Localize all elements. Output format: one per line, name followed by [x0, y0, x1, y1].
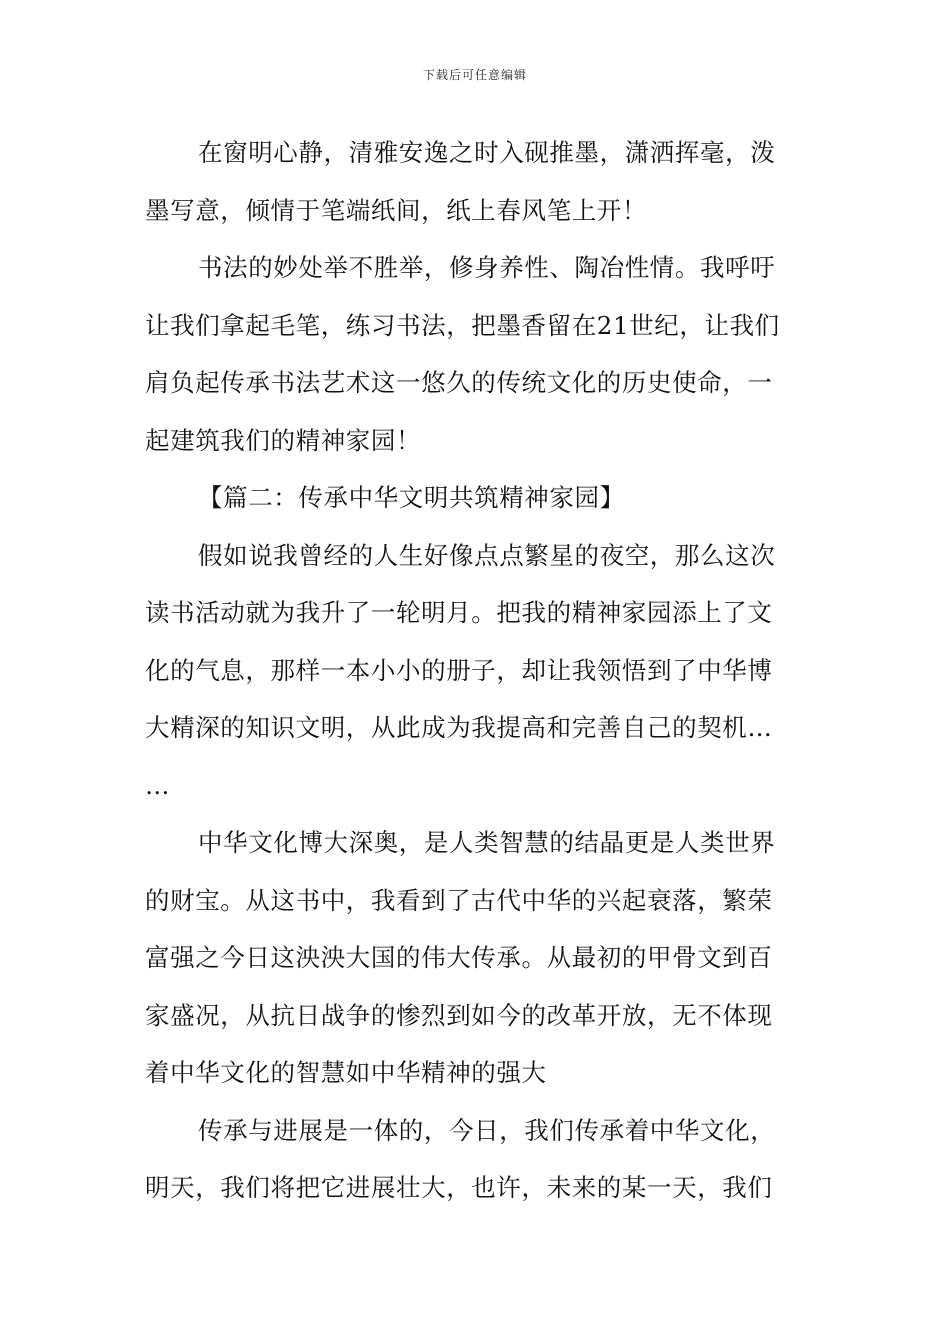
text-line: 着中华文化的智慧如中华精神的强大	[145, 1058, 547, 1087]
text-line: 起建筑我们的精神家园！	[145, 425, 422, 455]
section-heading	[145, 469, 808, 527]
document-body	[145, 124, 808, 1217]
text-line: 化的气息，那样一本小小的册子，却让我领悟到了中华博	[145, 655, 773, 685]
text-line: 大精深的知识文明，从此成为我提高和完善自己的契机…	[145, 713, 773, 742]
text-line: 富强之今日这泱泱大国的伟大传承。从最初的甲骨文到百	[145, 943, 773, 972]
text-line: 书法的妙处举不胜举，修身养性、陶冶性情。我呼吁	[198, 253, 776, 282]
page-header: 下载后可任意编辑	[422, 68, 527, 82]
text-line: …	[145, 770, 171, 800]
paragraph-4	[145, 814, 808, 1102]
heading-line: 【篇二：传承中华文明共筑精神家园】	[198, 483, 625, 512]
text-line: 读书活动就为我升了一轮明月。把我的精神家园添上了文	[145, 598, 773, 627]
paragraph-2	[145, 239, 808, 469]
text-line: 让我们拿起毛笔，练习书法，把墨香留在21世纪，让我们	[145, 310, 780, 340]
text-line: 明天，我们将把它进展壮大，也许，未来的某一天，我们	[145, 1173, 773, 1202]
text-line: 传承与进展是一体的，今日，我们传承着中华文化，	[198, 1115, 776, 1145]
paragraph-5	[145, 1102, 808, 1217]
paragraph-3	[145, 527, 808, 815]
text-line: 肩负起传承书法艺术这一悠久的传统文化的历史使命，一	[145, 368, 773, 397]
text-line: 墨写意，倾情于笔端纸间，纸上春风笔上开！	[145, 195, 647, 225]
text-line: 假如说我曾经的人生好像点点繁星的夜空，那么这次	[198, 540, 776, 570]
paragraph-1	[145, 124, 808, 239]
text-line: 家盛况，从抗日战争的惨烈到如今的改革开放，无不体现	[145, 1000, 773, 1030]
text-line: 的财宝。从这书中，我看到了古代中华的兴起衰落，繁荣	[145, 885, 773, 915]
text-line: 中华文化博大深奥，是人类智慧的结晶更是人类世界	[198, 828, 776, 857]
text-line: 在窗明心静，清雅安逸之时入砚推墨，潇洒挥毫，泼	[198, 138, 776, 167]
